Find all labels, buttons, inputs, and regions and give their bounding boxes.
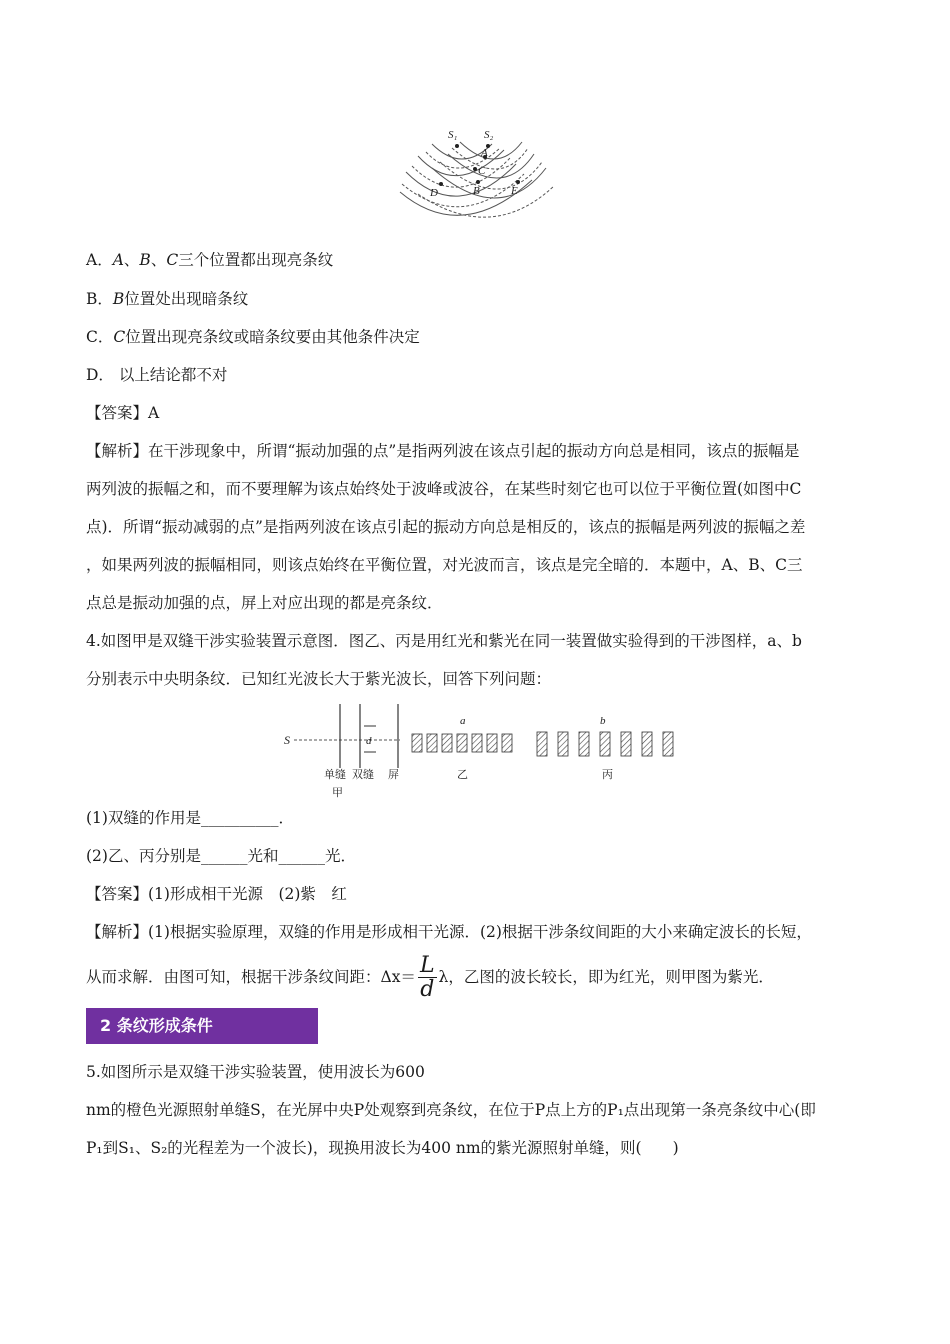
q5-line-1: 5.如图所示是双缝干涉实验装置，使用波长为600 [86, 1063, 425, 1081]
label-c: C [478, 165, 486, 177]
q3-analysis-line-2: 两列波的振幅之和，而不要理解为该点始终处于波峰或波谷，在某些时刻它也可以位于平衡位置(如图中C [86, 480, 802, 498]
label-d-slit: d [366, 735, 372, 747]
q4-analysis-line-2: 从而求解．由图可知，根据干涉条纹间距：Δx＝ $\frac{L}{d}$ λ，乙图的波长较长，即为红光，则甲图为紫光． [86, 952, 774, 1002]
q4-analysis-line-1: 【解析】(1)根据实验原理，双缝的作用是形成相干光源．(2)根据干涉条纹间距的大小来确定波长的长短， [86, 923, 812, 941]
fringe-pattern-yi [412, 734, 512, 752]
option-a: A．A、B、C三个位置都出现亮条纹 [86, 251, 334, 269]
label-s-source: S [284, 733, 290, 747]
label-s2: S₂ [484, 129, 494, 141]
option-b: B．B位置处出现暗条纹 [86, 290, 249, 308]
q3-analysis-line-3: 点)．所谓“振动减弱的点”是指两列波在该点引起的振动方向总是相反的，该点的振幅是两列波的振幅之差 [86, 518, 806, 536]
label-jia: 甲 [332, 786, 343, 799]
label-single-slit: 单缝 [324, 768, 346, 781]
option-c: C．C位置出现亮条纹或暗条纹要由其他条件决定 [86, 328, 420, 346]
label-d: D [430, 187, 438, 199]
label-s1: S₁ [448, 129, 458, 141]
label-a-fringe: a [460, 715, 466, 727]
section-heading: 2 条纹形成条件 [86, 1008, 318, 1044]
fringe-pattern-bing [537, 732, 673, 756]
label-double-slit: 双缝 [352, 768, 374, 781]
q4-stem-line-1: 4.如图甲是双缝干涉实验装置示意图．图乙、丙是用红光和紫光在同一装置做实验得到的干涉图样，a、b [86, 632, 802, 650]
label-screen: 屏 [388, 768, 399, 781]
q4-answer: 【答案】(1)形成相干光源 (2)紫 红 [86, 885, 347, 903]
q3-answer: 【答案】A [86, 404, 160, 422]
label-yi: 乙 [457, 768, 468, 781]
option-d: D． 以上结论都不对 [86, 366, 228, 384]
q5-line-3: P₁到S₁、S₂的光程差为一个波长)，现换用波长为400 nm的紫光源照射单缝，则( ) [86, 1139, 679, 1157]
q4-sub-1: (1)双缝的作用是__________． [86, 809, 294, 827]
label-bing: 丙 [602, 768, 613, 781]
q4-sub-2: (2)乙、丙分别是______光和______光． [86, 847, 356, 865]
formula-fraction: $\frac{L}{d}$ [419, 952, 435, 1002]
q4-stem-line-2: 分别表示中央明条纹．已知红光波长大于紫光波长，回答下列问题： [86, 670, 552, 688]
q5-line-2: nm的橙色光源照射单缝S，在光屏中央P处观察到亮条纹，在位于P点上方的P₁点出现第一条亮条纹中心(即 [86, 1101, 816, 1119]
label-b-fringe: b [600, 715, 606, 727]
q3-analysis-line-4: ，如果两列波的振幅相同，则该点始终在平衡位置，对光波而言，该点是完全暗的．本题中，A、B、C三 [86, 556, 803, 574]
label-b: B [473, 185, 480, 197]
double-slit-figure [282, 702, 674, 802]
label-a: A [481, 147, 488, 159]
q3-analysis-line-5: 点总是振动加强的点，屏上对应出现的都是亮条纹． [86, 594, 443, 612]
interference-wave-figure [392, 124, 560, 228]
q3-analysis-line-1: 【解析】在干涉现象中，所谓“振动加强的点”是指两列波在该点引起的振动方向总是相同，该点的振幅是 [86, 442, 800, 460]
label-e: E [511, 185, 518, 197]
